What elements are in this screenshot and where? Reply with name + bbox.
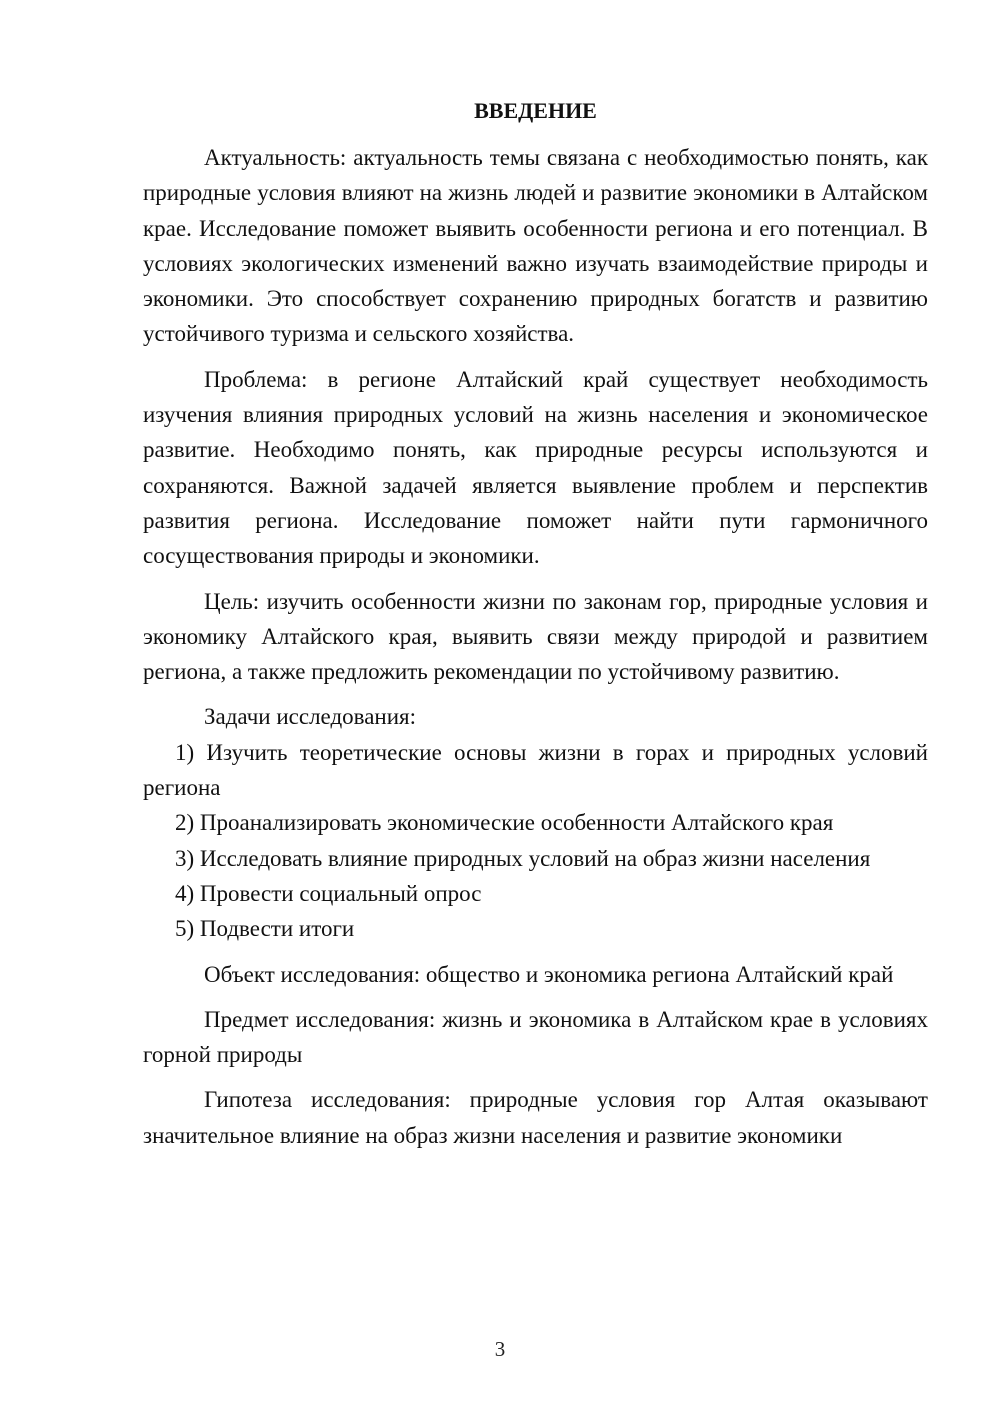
- tasks-list: [143, 735, 928, 947]
- paragraph-subject: Предмет исследования: жизнь и экономика в Алтайском крае в условиях горной природы: [143, 1006, 928, 1068]
- list-item: 5) Подвести итоги: [175, 916, 355, 942]
- paragraph-object: Объект исследования: общество и экономика региона Алтайский край: [204, 961, 894, 987]
- paragraph-problem: Проблема: в регионе Алтайский край существует необходимость изучения влияния природных условий на жизнь населения и экономическое развитие. Необходимо понять, как природные ресурсы используются и сохраняются. Важной задачей является выявление проблем и перспектив развития региона. Исследование поможет найти пути гармоничного сосуществования природы и экономики.: [143, 366, 928, 569]
- list-item: 3) Исследовать влияние природных условий на образ жизни населения: [175, 845, 871, 871]
- list-item: 1) Изучить теоретические основы жизни в горах и природных условий региона: [143, 739, 928, 801]
- page-body: [143, 140, 928, 1153]
- list-item: 4) Провести социальный опрос: [175, 880, 482, 906]
- paragraph-relevance: Актуальность: актуальность темы связана с необходимостью понять, как природные условия влияют на жизнь людей и развитие экономики в Алтайском крае. Исследование поможет выявить особенности региона и его потенциал. В условиях экологических изменений важно изучать взаимодействие природы и экономики. Это способствует сохранению природных богатств и развитию устойчивого туризма и сельского хозяйства.: [143, 145, 928, 347]
- paragraph-goal: Цель: изучить особенности жизни по законам гор, природные условия и экономику Алтайского края, выявить связи между природой и развитием региона, а также предложить рекомендации по устойчивому развитию.: [143, 588, 928, 685]
- list-item: 2) Проанализировать экономические особенности Алтайского края: [175, 810, 834, 836]
- paragraph-hypothesis: Гипотеза исследования: природные условия гор Алтая оказывают значительное влияние на образ жизни населения и развитие экономики: [143, 1087, 928, 1148]
- section-heading: ВВЕДЕНИЕ: [474, 98, 597, 123]
- page-number: 3: [494, 1337, 506, 1361]
- tasks-heading: Задачи исследования:: [204, 704, 417, 730]
